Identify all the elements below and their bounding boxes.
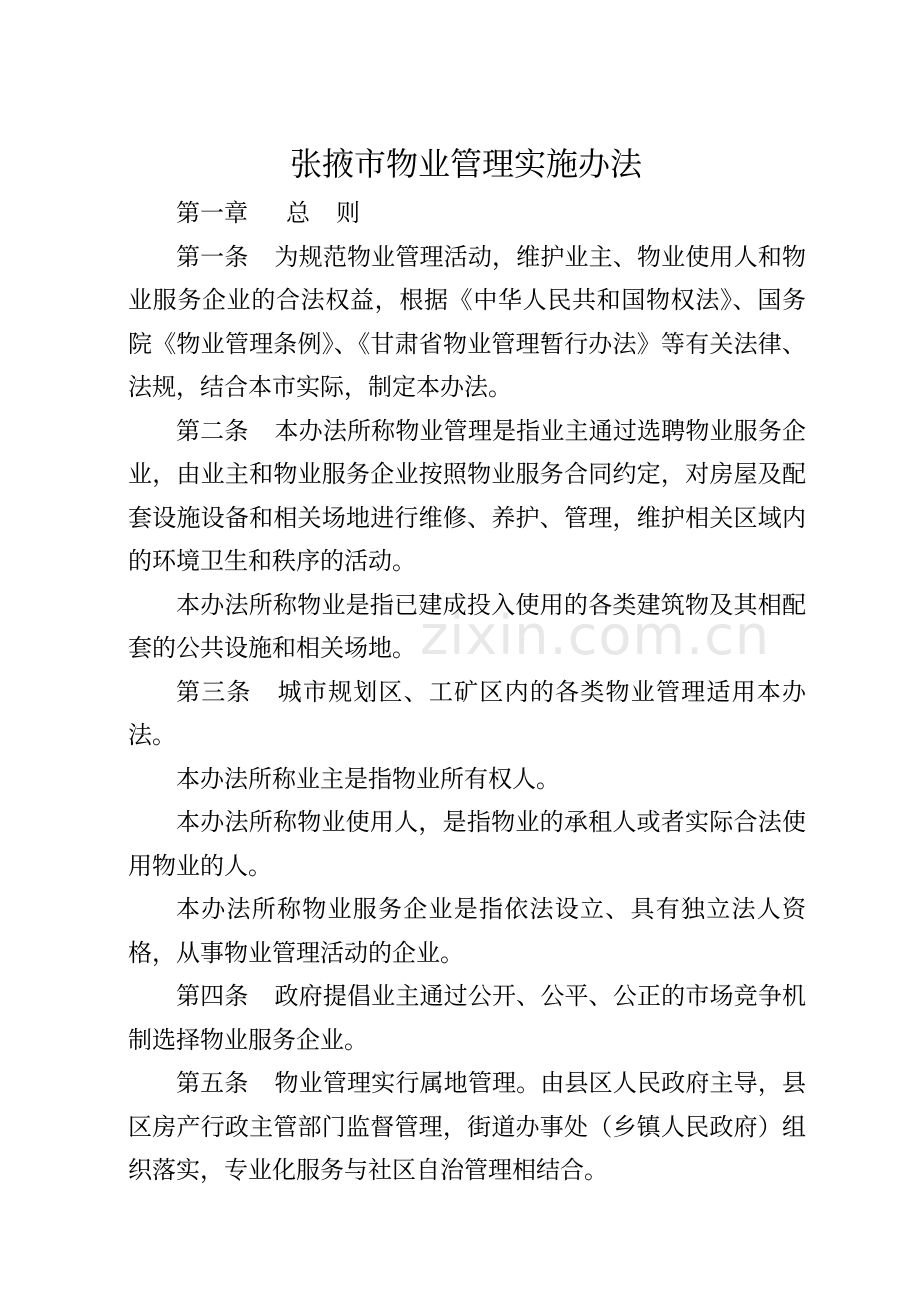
paragraph bbox=[128, 801, 806, 888]
chapter-label: 第一章 bbox=[176, 199, 248, 227]
paragraph-text: 为规范物业管理活动，维护业主、物业使用人和物业服务企业的合法权益，根据《中华人民共和国物权法》、国务院《物业管理条例》、《甘肃省物业管理暂行办法》等有关法律、法规，结合本市实际，制定本办法。 bbox=[128, 242, 806, 401]
paragraph-text: 物业管理实行属地管理。由县区人民政府主导，县区房产行政主管部门监督管理，街道办事处（乡镇人民政府）组织落实，专业化服务与社区自治管理相结合。 bbox=[128, 1069, 806, 1184]
paragraph bbox=[128, 236, 806, 410]
chapter-heading bbox=[128, 192, 806, 236]
document-body bbox=[128, 192, 806, 1193]
paragraph bbox=[128, 1062, 806, 1193]
article-number: 第三条 bbox=[176, 677, 252, 706]
paragraph bbox=[128, 671, 806, 758]
article-number: 第一条 bbox=[176, 242, 249, 271]
article-number: 第四条 bbox=[176, 982, 249, 1010]
paragraph bbox=[128, 975, 806, 1062]
chapter-word-1: 总 bbox=[286, 199, 310, 227]
paragraph-text: 本办法所称物业管理是指业主通过选聘物业服务企业，由业主和物业服务企业按照物业服务合同约定，对房屋及配套设施设备和相关场地进行维修、养护、管理，维护相关区域内的环境卫生和秩序的活动。 bbox=[128, 416, 806, 575]
paragraph-text: 本办法所称物业是指已建成投入使用的各类建筑物及其相配套的公共设施和相关场地。 bbox=[128, 590, 806, 662]
paragraph-text: 本办法所称业主是指物业所有权人。 bbox=[176, 764, 560, 793]
article-number: 第二条 bbox=[176, 416, 249, 445]
paragraph-text: 政府提倡业主通过公开、公平、公正的市场竞争机制选择物业服务企业。 bbox=[128, 982, 806, 1054]
paragraph bbox=[128, 758, 806, 802]
watermark-text: zixin.com.cn bbox=[420, 604, 771, 667]
paragraph bbox=[128, 410, 806, 584]
chapter-word-2: 则 bbox=[336, 199, 360, 227]
paragraph-text: 城市规划区、工矿区内的各类物业管理适用本办法。 bbox=[128, 677, 807, 749]
paragraph-text: 本办法所称物业使用人，是指物业的承租人或者实际合法使用物业的人。 bbox=[128, 808, 806, 880]
document-title: 张掖市物业管理实施办法 bbox=[289, 145, 642, 183]
paragraph bbox=[128, 584, 806, 671]
article-number: 第五条 bbox=[176, 1069, 249, 1097]
paragraph-text: 本办法所称物业服务企业是指依法设立、具有独立法人资格，从事物业管理活动的企业。 bbox=[128, 895, 806, 967]
paragraph bbox=[128, 888, 806, 975]
